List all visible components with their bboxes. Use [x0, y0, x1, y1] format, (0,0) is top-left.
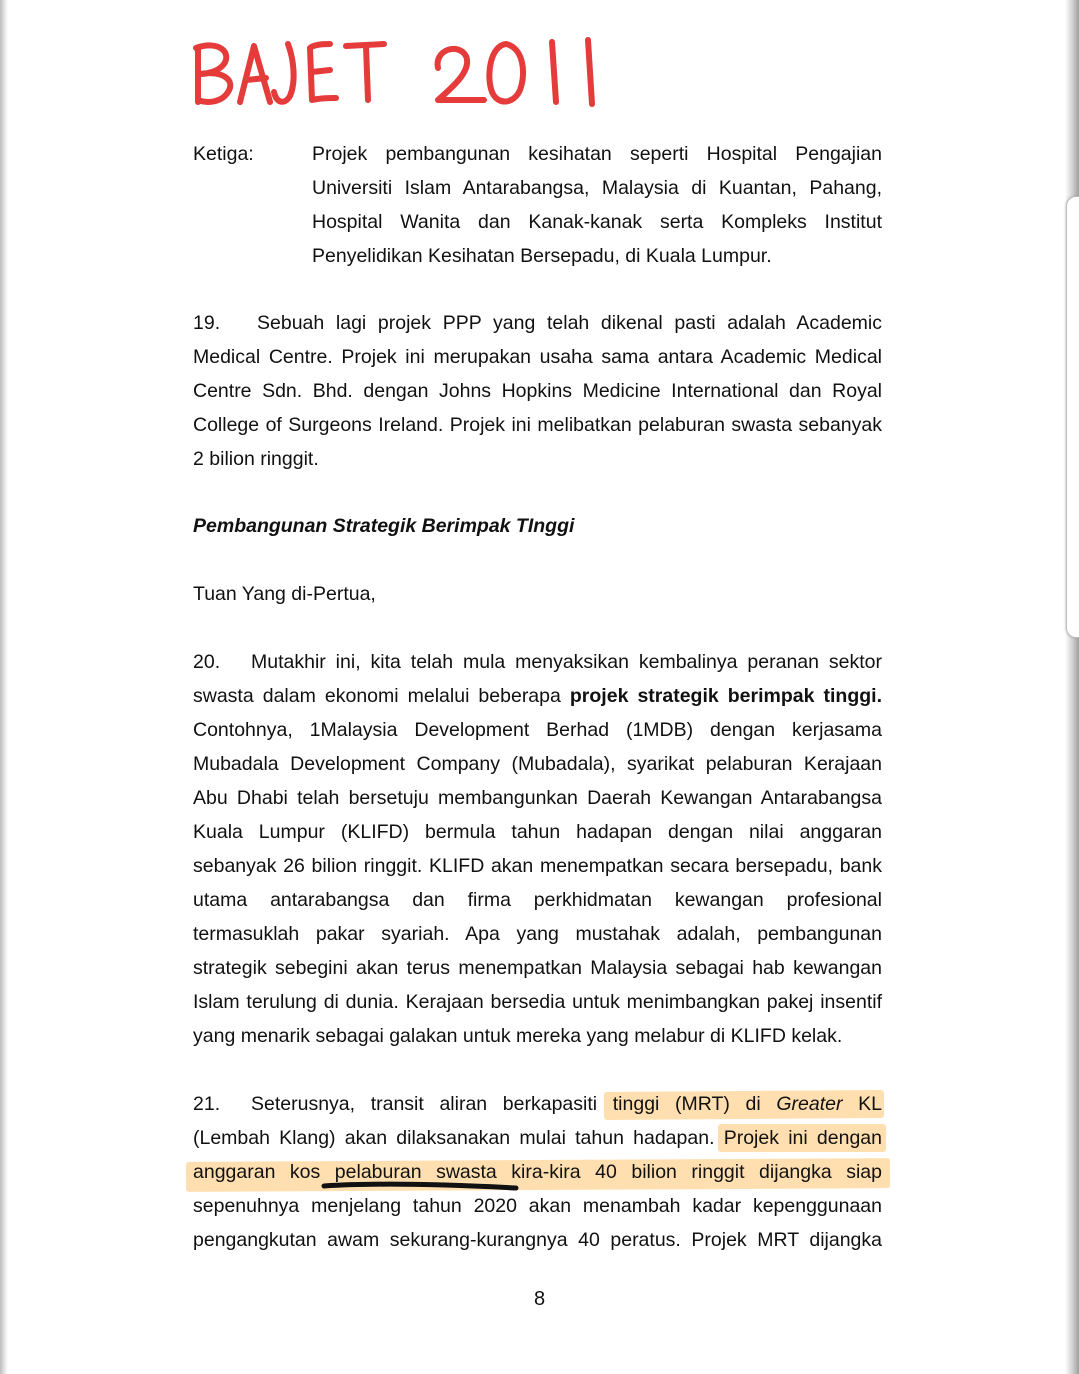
para20-bold-phrase: projek strategik berimpak tinggi. — [569, 685, 882, 707]
para20-line-first — [193, 645, 882, 679]
para20-number: 20. — [193, 651, 221, 673]
para20-line: swasta dalam ekonomi melalui beberapa — [193, 685, 570, 707]
para21-line: sepenuhnya menjelang tahun 2020 akan menambah kadar kepenggunaan — [193, 1195, 882, 1217]
para21-line: (Lembah Klang) akan dilaksanakan mulai tahun hadapan. Projek ini dengan — [193, 1127, 882, 1149]
para20-line: Mutakhir ini, kita telah mula menyaksikan kembalinya peranan sektor — [251, 651, 882, 673]
paragraph-19 — [193, 306, 882, 476]
para21-line: pengangkutan awam sekurang-kurangnya 40 peratus. Projek MRT dijangka — [193, 1229, 882, 1251]
para21-line: anggaran kos pelaburan swasta kira-kira 40 bilion ringgit dijangka siap — [193, 1161, 882, 1183]
para20-line-second — [193, 679, 882, 713]
para20-line: utama antarabangsa dan firma perkhidmatan kewangan profesional — [193, 889, 882, 911]
ketiga-line: Universiti Islam Antarabangsa, Malaysia di Kuantan, Pahang, — [312, 177, 882, 199]
para19-number: 19. — [193, 312, 221, 334]
para20-line: strategik sebegini akan terus menempatkan Malaysia sebagai hab kewangan — [193, 957, 882, 979]
para20-line: Islam terulung di dunia. Kerajaan bersedia untuk menimbangkan pakej insentif — [193, 991, 882, 1013]
para21-line-first — [193, 1087, 882, 1121]
para19-line: Sebuah lagi projek PPP yang telah dikenal pasti adalah Academic — [257, 312, 882, 334]
ketiga-label: Ketiga: — [193, 143, 254, 165]
para20-line: sebanyak 26 bilion ringgit. KLIFD akan menempatkan secara bersepadu, bank — [193, 855, 882, 877]
scroll-tab[interactable] — [1066, 196, 1079, 638]
para19-line: Medical Centre. Projek ini merupakan usaha sama antara Academic Medical — [193, 346, 882, 368]
para19-line-first — [193, 306, 882, 340]
para19-line: 2 bilion ringgit. — [193, 448, 319, 470]
para20-line: termasuklah pakar syariah. Apa yang mustahak adalah, pembangunan — [193, 923, 882, 945]
ketiga-line: Penyelidikan Kesihatan Bersepadu, di Kuala Lumpur. — [312, 245, 772, 267]
handdrawn-underline — [320, 1180, 520, 1192]
ketiga-paragraph — [312, 137, 882, 273]
para20-line: Abu Dhabi telah bersetuju membangunkan Daerah Kewangan Antarabangsa — [193, 787, 882, 809]
section-heading: Pembangunan Strategik Berimpak TInggi — [193, 515, 575, 537]
para21-line: Seterusnya, transit aliran berkapasiti tinggi (MRT) di — [251, 1093, 777, 1115]
para20-line: yang menarik sebagai galakan untuk mereka yang melabur di KLIFD kelak. — [193, 1025, 843, 1047]
paragraph-20 — [193, 645, 882, 1053]
para19-line: Centre Sdn. Bhd. dengan Johns Hopkins Medicine International dan Royal — [193, 380, 882, 402]
para20-line: Mubadala Development Company (Mubadala), syarikat pelaburan Kerajaan — [193, 753, 882, 775]
para21-italic-greater: Greater — [776, 1093, 843, 1115]
ketiga-line: Projek pembangunan kesihatan seperti Hospital Pengajian — [312, 143, 882, 165]
paragraph-21 — [193, 1087, 882, 1257]
para20-line: Kuala Lumpur (KLIFD) bermula tahun hadapan dengan nilai anggaran — [193, 821, 882, 843]
para21-number: 21. — [193, 1093, 221, 1115]
ketiga-line: Hospital Wanita dan Kanak-kanak serta Kompleks Institut — [312, 211, 882, 233]
page-edge-left — [0, 0, 8, 1374]
handwritten-title-bajet-2011 — [188, 20, 628, 120]
page-number: 8 — [533, 1288, 546, 1310]
para21-line: KL — [842, 1093, 882, 1115]
para20-line: Contohnya, 1Malaysia Development Berhad (1MDB) dengan kerjasama — [193, 719, 882, 741]
para19-line: College of Surgeons Ireland. Projek ini melibatkan pelaburan swasta sebanyak — [193, 414, 882, 436]
salutation: Tuan Yang di-Pertua, — [193, 583, 376, 605]
